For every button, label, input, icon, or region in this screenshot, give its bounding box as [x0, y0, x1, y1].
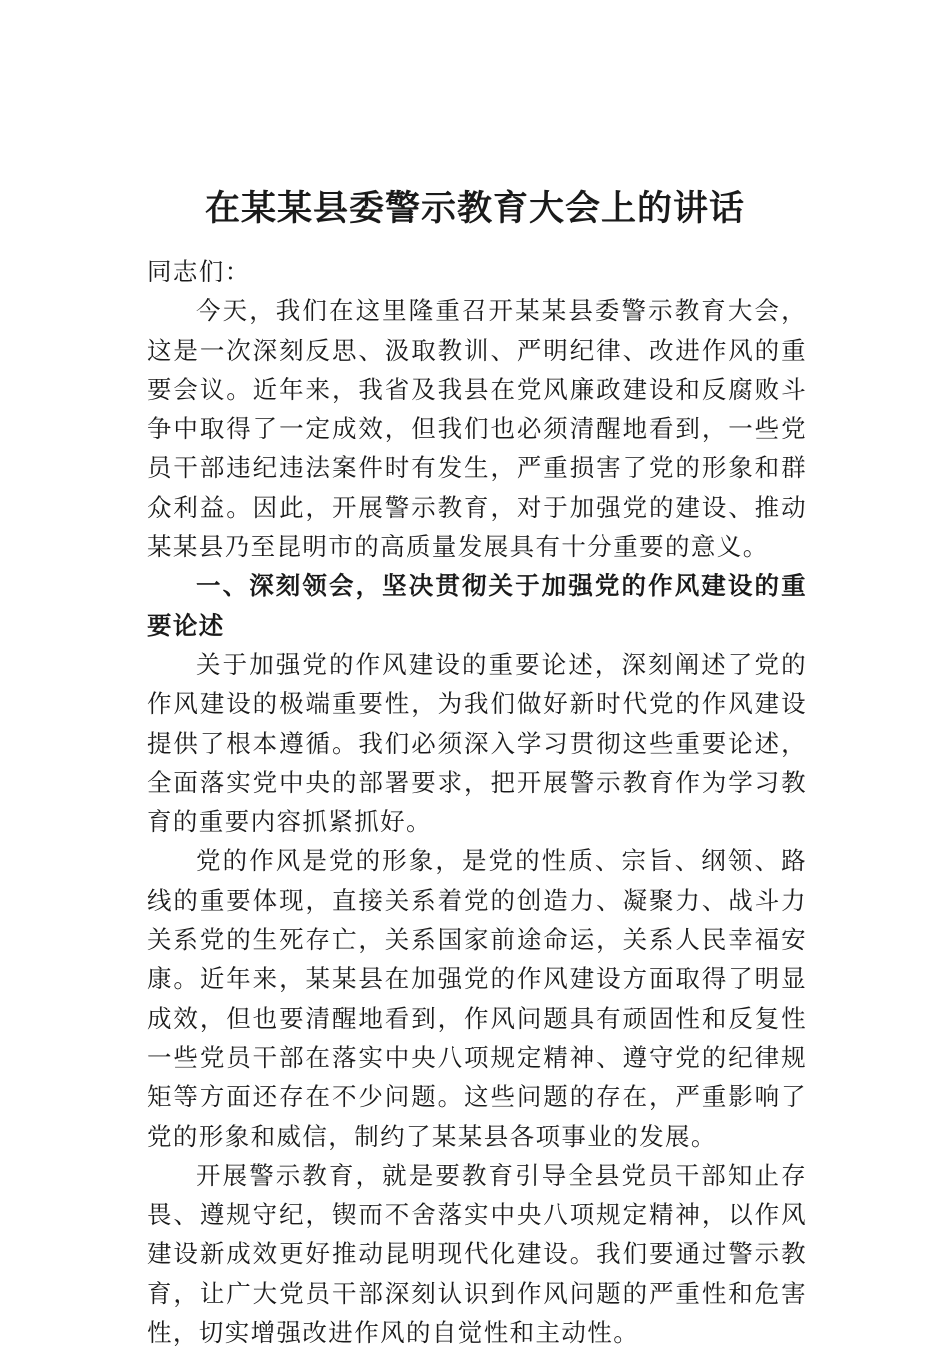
paragraph-section1-2: 党的作风是党的形象，是党的性质、宗旨、纲领、路线的重要体现，直接关系着党的创造力、凝聚力、战斗力关系党的生死存亡，关系国家前途命运，关系人民幸福安康。近年来，某某县在加强党的作风建设方面取得了明显成效，但也要清醒地看到，作风问题具有顽固性和反复性一些党员干部在落实中央八项规定精神、遵守党的纪律规矩等方面还存在不少问题。这些问题的存在，严重影响了党的形象和威信，制约了某某县各项事业的发展。	[147, 846, 807, 1151]
section-heading-1: 一、深刻领会，坚决贯彻关于加强党的作风建设的重要论述	[147, 571, 807, 640]
document-title: 在某某县委警示教育大会上的讲话	[204, 188, 745, 230]
document-body	[147, 252, 807, 1352]
paragraph-section1-1: 关于加强党的作风建设的重要论述，深刻阐述了党的作风建设的极端重要性，为我们做好新时代党的作风建设提供了根本遵循。我们必须深入学习贯彻这些重要论述，全面落实党中央的部署要求，把开展警示教育作为学习教育的重要内容抓紧抓好。	[147, 649, 807, 837]
paragraph-opening: 今天，我们在这里隆重召开某某县委警示教育大会，这是一次深刻反思、汲取教训、严明纪律、改进作风的重要会议。近年来，我省及我县在党风廉政建设和反腐败斗争中取得了一定成效，但我们也必须清醒地看到，一些党员干部违纪违法案件时有发生，严重损害了党的形象和群众利益。因此，开展警示教育，对于加强党的建设、推动某某县乃至昆明市的高质量发展具有十分重要的意义。	[147, 296, 807, 562]
salutation: 同志们：	[147, 257, 251, 286]
paragraph-section1-3: 开展警示教育，就是要教育引导全县党员干部知止存畏、遵规守纪，锲而不舍落实中央八项规定精神，以作风建设新成效更好推动昆明现代化建设。我们要通过警示教育，让广大党员干部深刻认识到作风问题的严重性和危害性，切实增强改进作风的自觉性和主动性。	[147, 1160, 807, 1348]
